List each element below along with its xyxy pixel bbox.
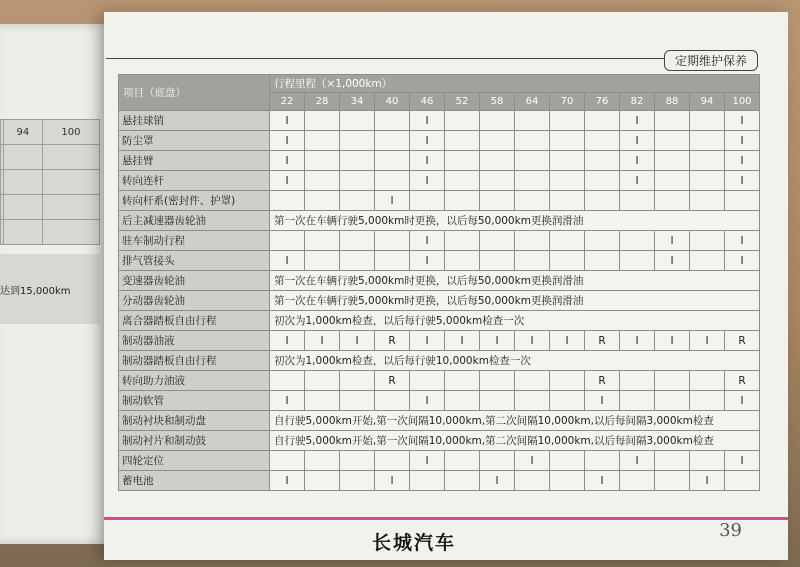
row-item-label: 驻车制动行程 <box>119 231 270 251</box>
maintenance-cell: I <box>620 151 655 171</box>
maintenance-cell: I <box>410 131 445 151</box>
maintenance-cell: I <box>410 391 445 411</box>
maintenance-cell <box>340 131 375 151</box>
maintenance-cell <box>270 191 305 211</box>
maintenance-cell <box>550 191 585 211</box>
table-row <box>119 331 760 351</box>
mileage-column-header: 52 <box>445 93 480 111</box>
row-item-label: 制动器踏板自由行程 <box>119 351 270 371</box>
maintenance-cell <box>515 131 550 151</box>
row-item-label: 分动器齿轮油 <box>119 291 270 311</box>
maintenance-cell <box>690 251 725 271</box>
maintenance-cell: I <box>655 231 690 251</box>
maintenance-cell <box>515 251 550 271</box>
maintenance-cell <box>690 111 725 131</box>
row-instruction: 初次为1,000km检查，以后每行驶5,000km检查一次 <box>270 311 760 331</box>
row-item-label: 制动衬块和制动盘 <box>119 411 270 431</box>
maintenance-cell: I <box>270 251 305 271</box>
maintenance-cell <box>480 191 515 211</box>
table-row <box>119 211 760 231</box>
maintenance-cell: R <box>725 331 760 351</box>
maintenance-cell <box>620 391 655 411</box>
maintenance-cell <box>340 451 375 471</box>
maintenance-cell <box>550 451 585 471</box>
maintenance-cell: I <box>410 111 445 131</box>
maintenance-cell <box>690 171 725 191</box>
maintenance-cell: I <box>655 331 690 351</box>
maintenance-cell <box>305 231 340 251</box>
table-row <box>119 351 760 371</box>
maintenance-cell <box>445 191 480 211</box>
maintenance-cell <box>270 371 305 391</box>
maintenance-cell <box>655 391 690 411</box>
row-item-label: 转向助力油液 <box>119 371 270 391</box>
maintenance-cell <box>305 191 340 211</box>
maintenance-cell <box>655 451 690 471</box>
maintenance-cell <box>550 151 585 171</box>
maintenance-cell <box>480 151 515 171</box>
maintenance-cell <box>410 191 445 211</box>
maintenance-cell <box>655 131 690 151</box>
maintenance-cell <box>445 451 480 471</box>
maintenance-cell <box>620 191 655 211</box>
maintenance-cell <box>585 111 620 131</box>
maintenance-cell <box>480 111 515 131</box>
maintenance-cell <box>690 131 725 151</box>
maintenance-cell <box>375 111 410 131</box>
maintenance-cell <box>620 471 655 491</box>
maintenance-cell: I <box>725 251 760 271</box>
maintenance-cell <box>340 231 375 251</box>
maintenance-cell <box>725 191 760 211</box>
maintenance-cell <box>515 371 550 391</box>
mileage-column-header: 22 <box>270 93 305 111</box>
maintenance-cell <box>410 371 445 391</box>
maintenance-cell <box>305 111 340 131</box>
table-row <box>119 271 760 291</box>
maintenance-cell <box>725 471 760 491</box>
maintenance-cell <box>270 451 305 471</box>
row-item-label: 制动器油液 <box>119 331 270 351</box>
maintenance-cell <box>445 471 480 491</box>
maintenance-cell <box>515 191 550 211</box>
maintenance-cell <box>445 251 480 271</box>
maintenance-cell: I <box>410 451 445 471</box>
maintenance-cell: I <box>585 471 620 491</box>
maintenance-cell <box>445 231 480 251</box>
maintenance-cell: I <box>620 171 655 191</box>
maintenance-cell: I <box>445 331 480 351</box>
row-instruction: 第一次在车辆行驶5,000km时更换，以后每50,000km更换润滑油 <box>270 211 760 231</box>
mileage-column-header: 40 <box>375 93 410 111</box>
table-row <box>119 291 760 311</box>
maintenance-cell <box>690 191 725 211</box>
maintenance-cell <box>515 111 550 131</box>
maintenance-cell: I <box>620 111 655 131</box>
maintenance-cell: R <box>725 371 760 391</box>
maintenance-cell <box>340 471 375 491</box>
maintenance-cell <box>515 151 550 171</box>
maintenance-cell <box>375 451 410 471</box>
maintenance-cell <box>515 471 550 491</box>
mileage-column-header: 70 <box>550 93 585 111</box>
maintenance-cell <box>305 391 340 411</box>
maintenance-cell: I <box>410 331 445 351</box>
maintenance-cell: I <box>725 391 760 411</box>
maintenance-cell: R <box>375 331 410 351</box>
maintenance-cell <box>410 471 445 491</box>
maintenance-cell <box>340 251 375 271</box>
mileage-header: 行程里程（×1,000km） <box>270 75 760 93</box>
maintenance-cell: I <box>480 331 515 351</box>
row-instruction: 初次为1,000km检查，以后每行驶10,000km检查一次 <box>270 351 760 371</box>
row-instruction: 第一次在车辆行驶5,000km时更换，以后每50,000km更换润滑油 <box>270 271 760 291</box>
table-row <box>119 471 760 491</box>
left-km-label: 94 <box>3 120 42 145</box>
row-instruction: 自行驶5,000km开始,第一次间隔10,000km,第二次间隔10,000km,以后每间隔3,000km检查 <box>270 431 760 451</box>
maintenance-cell <box>305 471 340 491</box>
maintenance-cell <box>480 251 515 271</box>
maintenance-cell <box>690 231 725 251</box>
maintenance-cell <box>585 171 620 191</box>
maintenance-cell: R <box>585 331 620 351</box>
maintenance-cell <box>690 451 725 471</box>
table-row <box>119 151 760 171</box>
maintenance-cell <box>480 131 515 151</box>
maintenance-cell <box>585 451 620 471</box>
maintenance-cell <box>445 111 480 131</box>
item-header: 项目（底盘） <box>119 75 270 111</box>
row-item-label: 悬挂臂 <box>119 151 270 171</box>
maintenance-cell <box>375 231 410 251</box>
header-rule <box>106 58 748 59</box>
maintenance-cell: I <box>270 331 305 351</box>
maintenance-cell <box>340 111 375 131</box>
maintenance-cell <box>655 191 690 211</box>
maintenance-cell <box>690 391 725 411</box>
row-item-label: 制动软管 <box>119 391 270 411</box>
maintenance-cell: I <box>340 331 375 351</box>
maintenance-cell: I <box>620 451 655 471</box>
maintenance-cell: I <box>690 471 725 491</box>
maintenance-cell <box>340 171 375 191</box>
maintenance-cell <box>655 151 690 171</box>
maintenance-cell <box>305 451 340 471</box>
mileage-column-header: 58 <box>480 93 515 111</box>
row-item-label: 四轮定位 <box>119 451 270 471</box>
maintenance-cell: R <box>585 371 620 391</box>
row-item-label: 变速器齿轮油 <box>119 271 270 291</box>
maintenance-cell <box>375 151 410 171</box>
maintenance-cell <box>585 191 620 211</box>
row-item-label: 排气管接头 <box>119 251 270 271</box>
table-row <box>119 131 760 151</box>
maintenance-cell <box>550 231 585 251</box>
mileage-column-header: 88 <box>655 93 690 111</box>
maintenance-cell <box>620 371 655 391</box>
mileage-column-header: 100 <box>725 93 760 111</box>
maintenance-cell: I <box>375 191 410 211</box>
maintenance-cell: I <box>550 331 585 351</box>
maintenance-cell <box>550 391 585 411</box>
table-row <box>119 251 760 271</box>
maintenance-cell: I <box>410 151 445 171</box>
maintenance-cell: I <box>480 471 515 491</box>
row-instruction: 第一次在车辆行驶5,000km时更换，以后每50,000km更换润滑油 <box>270 291 760 311</box>
left-page-note: 达到15,000km <box>0 286 71 297</box>
maintenance-cell <box>550 171 585 191</box>
maintenance-cell <box>445 171 480 191</box>
page-number: 39 <box>719 520 742 541</box>
maintenance-cell: I <box>725 171 760 191</box>
maintenance-cell: I <box>725 131 760 151</box>
footer-rule <box>104 517 788 520</box>
table-body <box>119 111 760 491</box>
maintenance-cell <box>375 131 410 151</box>
table-row <box>119 231 760 251</box>
maintenance-cell <box>515 171 550 191</box>
maintenance-cell <box>480 171 515 191</box>
maintenance-cell <box>515 231 550 251</box>
maintenance-cell <box>585 151 620 171</box>
maintenance-cell <box>585 231 620 251</box>
row-item-label: 蓄电池 <box>119 471 270 491</box>
table-row <box>119 391 760 411</box>
maintenance-cell <box>585 131 620 151</box>
mileage-column-header: 34 <box>340 93 375 111</box>
row-instruction: 自行驶5,000km开始,第一次间隔10,000km,第二次间隔10,000km,以后每间隔3,000km检查 <box>270 411 760 431</box>
maintenance-cell <box>550 371 585 391</box>
table-row <box>119 431 760 451</box>
table-row <box>119 171 760 191</box>
maintenance-cell <box>620 231 655 251</box>
maintenance-cell <box>655 371 690 391</box>
maintenance-cell: R <box>375 371 410 391</box>
maintenance-cell <box>305 131 340 151</box>
maintenance-cell <box>550 131 585 151</box>
maintenance-cell <box>550 111 585 131</box>
maintenance-cell <box>305 371 340 391</box>
mileage-column-header: 28 <box>305 93 340 111</box>
mileage-column-header: 64 <box>515 93 550 111</box>
maintenance-cell: I <box>690 331 725 351</box>
mileage-column-header: 82 <box>620 93 655 111</box>
row-item-label: 后主减速器齿轮油 <box>119 211 270 231</box>
maintenance-cell: I <box>270 391 305 411</box>
table-row <box>119 311 760 331</box>
maintenance-cell: I <box>725 111 760 131</box>
row-item-label: 制动衬片和制动鼓 <box>119 431 270 451</box>
maintenance-cell: I <box>725 451 760 471</box>
maintenance-cell <box>690 151 725 171</box>
maintenance-cell <box>480 451 515 471</box>
maintenance-cell: I <box>410 171 445 191</box>
maintenance-cell: I <box>270 131 305 151</box>
section-tab: 定期维护保养 <box>664 50 758 71</box>
maintenance-cell <box>550 251 585 271</box>
maintenance-cell: I <box>410 251 445 271</box>
maintenance-cell: I <box>375 471 410 491</box>
table-row <box>119 411 760 431</box>
row-item-label: 悬挂球销 <box>119 111 270 131</box>
maintenance-cell: I <box>585 391 620 411</box>
left-page-table <box>0 119 100 245</box>
maintenance-cell: I <box>515 451 550 471</box>
table-row <box>119 191 760 211</box>
maintenance-cell <box>655 111 690 131</box>
maintenance-cell <box>375 251 410 271</box>
maintenance-cell: I <box>270 171 305 191</box>
maintenance-cell <box>445 131 480 151</box>
maintenance-cell: I <box>725 231 760 251</box>
mileage-column-header: 46 <box>410 93 445 111</box>
maintenance-cell <box>270 231 305 251</box>
maintenance-cell <box>445 151 480 171</box>
maintenance-cell: I <box>515 331 550 351</box>
maintenance-cell <box>340 191 375 211</box>
maintenance-cell <box>515 391 550 411</box>
row-item-label: 离合器踏板自由行程 <box>119 311 270 331</box>
table-row <box>119 111 760 131</box>
maintenance-cell: I <box>270 471 305 491</box>
maintenance-cell: I <box>725 151 760 171</box>
maintenance-cell: I <box>620 331 655 351</box>
manual-page <box>104 12 788 560</box>
mileage-column-header: 76 <box>585 93 620 111</box>
maintenance-cell <box>550 471 585 491</box>
maintenance-cell <box>445 371 480 391</box>
maintenance-cell <box>480 391 515 411</box>
maintenance-cell <box>445 391 480 411</box>
table-row <box>119 371 760 391</box>
left-page <box>0 24 113 544</box>
maintenance-cell: I <box>305 331 340 351</box>
maintenance-cell <box>480 371 515 391</box>
maintenance-cell <box>585 251 620 271</box>
maintenance-cell <box>375 391 410 411</box>
maintenance-cell <box>690 371 725 391</box>
maintenance-cell <box>305 251 340 271</box>
maintenance-cell <box>340 151 375 171</box>
maintenance-cell: I <box>410 231 445 251</box>
maintenance-cell <box>305 171 340 191</box>
maintenance-cell <box>340 391 375 411</box>
maintenance-table <box>118 74 760 491</box>
maintenance-cell: I <box>620 131 655 151</box>
row-item-label: 防尘罩 <box>119 131 270 151</box>
maintenance-cell <box>655 471 690 491</box>
maintenance-cell <box>620 251 655 271</box>
row-item-label: 转向连杆 <box>119 171 270 191</box>
table-row <box>119 451 760 471</box>
maintenance-cell <box>305 151 340 171</box>
maintenance-cell: I <box>270 151 305 171</box>
maintenance-cell <box>375 171 410 191</box>
maintenance-cell: I <box>655 251 690 271</box>
maintenance-cell: I <box>270 111 305 131</box>
brand-logo-text: 长城汽车 <box>372 532 457 554</box>
left-km-label: 100 <box>42 120 99 145</box>
maintenance-cell <box>480 231 515 251</box>
maintenance-cell <box>655 171 690 191</box>
maintenance-cell <box>340 371 375 391</box>
mileage-column-header: 94 <box>690 93 725 111</box>
row-item-label: 转向杆系(密封件、护罩) <box>119 191 270 211</box>
